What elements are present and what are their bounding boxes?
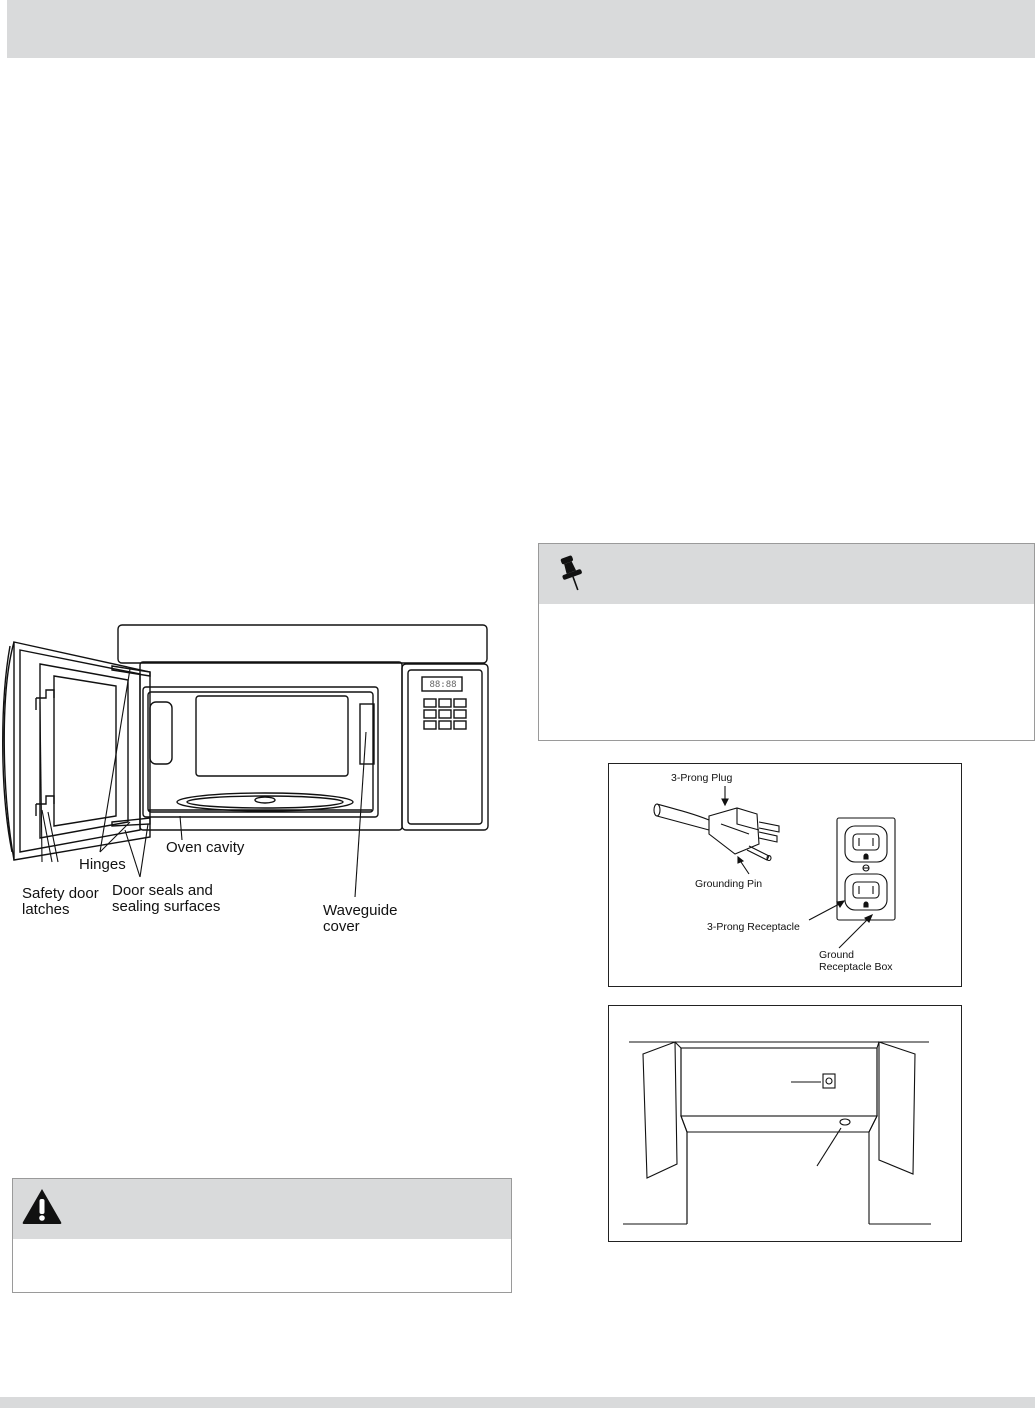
note-box <box>538 543 1035 741</box>
keypad <box>424 699 466 729</box>
warning-triangle-icon <box>21 1187 63 1230</box>
plug-receptacle-diagram <box>608 763 962 987</box>
label-ground-receptacle-box: Ground Receptacle Box <box>819 949 893 973</box>
hood-top <box>118 625 487 663</box>
cabinet-bottom <box>681 1116 877 1132</box>
cabinet-back <box>681 1048 877 1116</box>
warning-header-bar <box>13 1179 511 1239</box>
label-oven-cavity: Oven cavity <box>166 839 245 856</box>
footer-band <box>0 1397 1035 1408</box>
header-band <box>7 0 1035 58</box>
plug-drawing <box>609 764 961 986</box>
display-readout: 88:88 <box>429 680 457 690</box>
microwave-diagram <box>0 612 520 942</box>
label-waveguide-cover: Waveguide cover <box>323 902 398 935</box>
right-door <box>879 1042 915 1174</box>
left-door <box>643 1042 677 1178</box>
label-hinges: Hinges <box>79 856 126 873</box>
cabinet-drawing <box>609 1006 961 1241</box>
outlet <box>823 1074 835 1088</box>
cabinet-diagram <box>608 1005 962 1242</box>
label-grounding-pin: Grounding Pin <box>695 878 763 890</box>
label-safety-door-latches: Safety door latches <box>22 885 99 918</box>
pushpin-icon <box>557 554 587 599</box>
label-3-prong-plug: 3-Prong Plug <box>671 772 733 784</box>
label-door-seals: Door seals and sealing surfaces <box>112 882 221 915</box>
cord-hole <box>840 1119 850 1125</box>
warning-box <box>12 1178 512 1293</box>
note-header-bar <box>539 544 1034 604</box>
label-3-prong-receptacle: 3-Prong Receptacle <box>707 921 800 933</box>
